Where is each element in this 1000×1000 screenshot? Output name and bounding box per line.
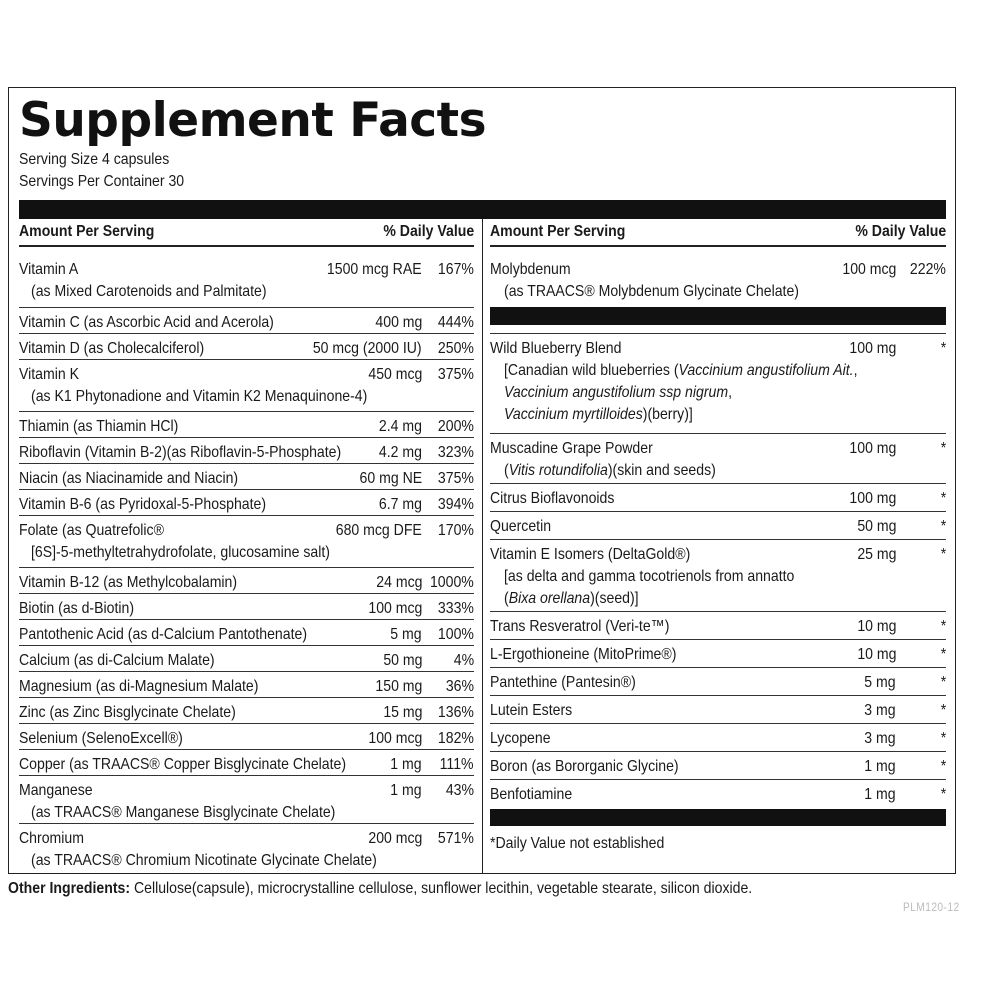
nutrient-row [19, 359, 474, 412]
nutrient-daily-value: * [940, 546, 946, 563]
nutrient-amount: 100 mcg [367, 600, 422, 617]
nutrient-row [19, 775, 474, 824]
nutrient-name: Benfotiamine [490, 786, 573, 803]
nutrient-name: Pantethine (Pantesin®) [490, 674, 636, 691]
nutrient-daily-value: 375% [437, 366, 474, 383]
nutrient-daily-value: 394% [437, 496, 474, 513]
nutrient-daily-value: * [940, 758, 946, 775]
nutrient-daily-value: * [940, 646, 946, 663]
nutrient-amount: 100 mg [849, 490, 896, 507]
nutrient-daily-value: * [940, 618, 946, 635]
nutrient-daily-value: 4% [453, 652, 474, 669]
nutrient-name: Trans Resveratrol (Veri-te™) [490, 618, 670, 635]
nutrient-subtext: (as TRAACS® Molybdenum Glycinate Chelate) [504, 283, 799, 300]
nutrient-name: Vitamin D (as Cholecalciferol) [19, 340, 205, 357]
nutrient-daily-value: * [940, 786, 946, 803]
nutrient-row [19, 411, 474, 438]
nutrient-amount: 100 mg [849, 340, 896, 357]
nutrient-name: Muscadine Grape Powder [490, 440, 653, 457]
nutrient-daily-value: 136% [437, 704, 474, 721]
nutrient-name: Vitamin K [19, 366, 80, 383]
nutrient-name: Zinc (as Zinc Bisglycinate Chelate) [19, 704, 236, 721]
servings-per-container: Servings Per Container 30 [19, 173, 185, 190]
nutrient-row [19, 645, 474, 672]
nutrient-name: L-Ergothioneine (MitoPrime®) [490, 646, 677, 663]
nutrient-name: Folate (as Quatrefolic® [19, 522, 164, 539]
column-header [19, 219, 474, 247]
serving-size: Serving Size 4 capsules [19, 151, 170, 168]
nutrient-amount: 25 mg [856, 546, 896, 563]
nutrient-daily-value: 375% [437, 470, 474, 487]
nutrient-amount: 5 mg [864, 674, 896, 691]
nutrient-amount: 10 mg [856, 646, 896, 663]
nutrient-row [490, 333, 946, 434]
nutrient-name: Vitamin B-6 (as Pyridoxal-5-Phosphate) [19, 496, 267, 513]
nutrient-daily-value: 43% [445, 782, 474, 799]
nutrient-subtext: (as TRAACS® Manganese Bisglycinate Chelate) [31, 804, 336, 821]
nutrient-daily-value: 222% [909, 261, 946, 278]
nutrient-amount: 1 mg [390, 756, 422, 773]
nutrient-row [490, 779, 946, 810]
nutrient-daily-value: 170% [437, 522, 474, 539]
nutrient-subtext: [Canadian wild blueberries (Vaccinium angustifolium Ait., [504, 362, 858, 379]
nutrient-row [490, 639, 946, 668]
nutrient-daily-value: 333% [437, 600, 474, 617]
nutrient-amount: 6.7 mg [378, 496, 422, 513]
nutrient-row [19, 463, 474, 490]
nutrient-subtext: (Bixa orellana)(seed)] [504, 590, 639, 607]
nutrient-daily-value: * [940, 490, 946, 507]
footnote: *Daily Value not established [490, 835, 665, 852]
product-code: PLM120-12 [903, 900, 960, 914]
nutrient-subtext: (as Mixed Carotenoids and Palmitate) [31, 283, 267, 300]
nutrient-row [19, 671, 474, 698]
top-divider-bar [19, 200, 946, 219]
nutrient-row [490, 667, 946, 696]
nutrient-name: Copper (as TRAACS® Copper Bisglycinate Chelate) [19, 756, 347, 773]
nutrient-daily-value: * [940, 674, 946, 691]
nutrient-row [19, 255, 474, 307]
header-amount-label: Amount Per Serving [490, 223, 626, 240]
nutrient-amount: 680 mcg DFE [335, 522, 422, 539]
other-ingredients-text: Cellulose(capsule), microcrystalline cellulose, sunflower lecithin, vegetable stearate, silicon dioxide. [130, 880, 753, 897]
nutrient-daily-value: 444% [437, 314, 474, 331]
nutrient-row [490, 611, 946, 640]
section-divider-bar [490, 809, 946, 826]
nutrient-row [19, 515, 474, 568]
nutrient-name: Lycopene [490, 730, 551, 747]
nutrient-amount: 5 mg [390, 626, 422, 643]
nutrient-daily-value: 36% [445, 678, 474, 695]
nutrient-name: Thiamin (as Thiamin HCl) [19, 418, 179, 435]
nutrient-row [19, 593, 474, 620]
nutrient-name: Citrus Bioflavonoids [490, 490, 615, 507]
nutrient-subtext: [6S]-5-methyltetrahydrofolate, glucosamine salt) [31, 544, 330, 561]
nutrient-name: Lutein Esters [490, 702, 573, 719]
nutrient-daily-value: 200% [437, 418, 474, 435]
nutrient-row [19, 333, 474, 360]
nutrient-row [490, 483, 946, 512]
nutrient-daily-value: 1000% [430, 574, 474, 591]
nutrient-subtext: Vaccinium myrtilloides)(berry)] [504, 406, 693, 423]
nutrient-daily-value: 111% [440, 756, 474, 773]
nutrient-daily-value: 571% [437, 830, 474, 847]
nutrient-row [490, 255, 946, 305]
nutrient-row [19, 567, 474, 594]
section-divider-bar [490, 307, 946, 325]
other-ingredients-label: Other Ingredients: [8, 880, 131, 897]
nutrient-amount: 15 mg [382, 704, 422, 721]
nutrient-name: Riboflavin (Vitamin B-2)(as Riboflavin-5-Phosphate) [19, 444, 342, 461]
nutrient-daily-value: 250% [437, 340, 474, 357]
nutrient-daily-value: 182% [437, 730, 474, 747]
other-ingredients [8, 880, 752, 898]
nutrient-subtext: Vaccinium angustifolium ssp nigrum, [504, 384, 732, 401]
nutrient-name: Niacin (as Niacinamide and Niacin) [19, 470, 239, 487]
nutrient-amount: 3 mg [864, 702, 896, 719]
nutrient-name: Quercetin [490, 518, 552, 535]
nutrient-amount: 60 mg NE [359, 470, 422, 487]
nutrient-name: Biotin (as d-Biotin) [19, 600, 135, 617]
nutrient-amount: 1 mg [864, 786, 896, 803]
nutrient-row [19, 619, 474, 646]
nutrient-amount: 100 mcg [367, 730, 422, 747]
nutrient-row [490, 695, 946, 724]
nutrient-name: Wild Blueberry Blend [490, 340, 622, 357]
panel-title: Supplement Facts [19, 93, 487, 148]
nutrient-name: Pantothenic Acid (as d-Calcium Pantothenate) [19, 626, 308, 643]
nutrient-amount: 1 mg [390, 782, 422, 799]
nutrient-name: Molybdenum [490, 261, 571, 278]
nutrient-amount: 24 mcg [375, 574, 422, 591]
nutrient-row [490, 511, 946, 540]
nutrient-subtext: [as delta and gamma tocotrienols from annatto [504, 568, 795, 585]
nutrient-name: Chromium [19, 830, 84, 847]
nutrient-name: Manganese [19, 782, 93, 799]
nutrient-daily-value: * [940, 440, 946, 457]
nutrient-daily-value: * [940, 518, 946, 535]
nutrient-amount: 400 mg [375, 314, 422, 331]
nutrient-amount: 1 mg [864, 758, 896, 775]
nutrient-amount: 3 mg [864, 730, 896, 747]
nutrient-amount: 200 mcg [367, 830, 422, 847]
nutrient-name: Vitamin E Isomers (DeltaGold®) [490, 546, 691, 563]
nutrient-amount: 50 mg [382, 652, 422, 669]
nutrient-amount: 150 mg [375, 678, 422, 695]
column-header [490, 219, 946, 247]
nutrient-amount: 4.2 mg [378, 444, 422, 461]
nutrient-subtext: (Vitis rotundifolia)(skin and seeds) [504, 462, 716, 479]
nutrient-row [19, 489, 474, 516]
nutrient-name: Vitamin A [19, 261, 79, 278]
nutrient-row [490, 723, 946, 752]
nutrient-name: Calcium (as di-Calcium Malate) [19, 652, 215, 669]
nutrient-amount: 450 mcg [367, 366, 422, 383]
nutrient-subtext: (as TRAACS® Chromium Nicotinate Glycinate Chelate) [31, 852, 377, 869]
nutrient-amount: 100 mg [849, 440, 896, 457]
nutrient-name: Selenium (SelenoExcell®) [19, 730, 183, 747]
header-dv-label: % Daily Value [855, 223, 946, 240]
nutrient-daily-value: * [940, 340, 946, 357]
nutrient-amount: 1500 mcg RAE [327, 261, 422, 278]
nutrient-row [19, 749, 474, 776]
nutrient-name: Magnesium (as di-Magnesium Malate) [19, 678, 259, 695]
nutrient-amount: 10 mg [856, 618, 896, 635]
nutrient-daily-value: * [940, 702, 946, 719]
nutrient-amount: 100 mcg [841, 261, 896, 278]
header-amount-label: Amount Per Serving [19, 223, 155, 240]
nutrient-amount: 2.4 mg [378, 418, 422, 435]
nutrient-row [19, 823, 474, 876]
header-dv-label: % Daily Value [383, 223, 474, 240]
nutrient-row [490, 539, 946, 612]
nutrient-amount: 50 mcg (2000 IU) [313, 340, 422, 357]
nutrient-amount: 50 mg [856, 518, 896, 535]
nutrient-daily-value: * [940, 730, 946, 747]
nutrient-row [19, 697, 474, 724]
nutrient-row [490, 751, 946, 780]
nutrient-daily-value: 100% [437, 626, 474, 643]
nutrient-daily-value: 323% [437, 444, 474, 461]
nutrient-daily-value: 167% [437, 261, 474, 278]
nutrient-name: Vitamin B-12 (as Methylcobalamin) [19, 574, 238, 591]
nutrient-row [19, 437, 474, 464]
nutrient-subtext: (as K1 Phytonadione and Vitamin K2 Menaquinone-4) [31, 388, 368, 405]
nutrient-row [19, 307, 474, 334]
nutrient-name: Boron (as Bororganic Glycine) [490, 758, 679, 775]
nutrient-name: Vitamin C (as Ascorbic Acid and Acerola) [19, 314, 274, 331]
nutrient-row [19, 723, 474, 750]
nutrient-row [490, 433, 946, 484]
column-divider [482, 219, 483, 874]
